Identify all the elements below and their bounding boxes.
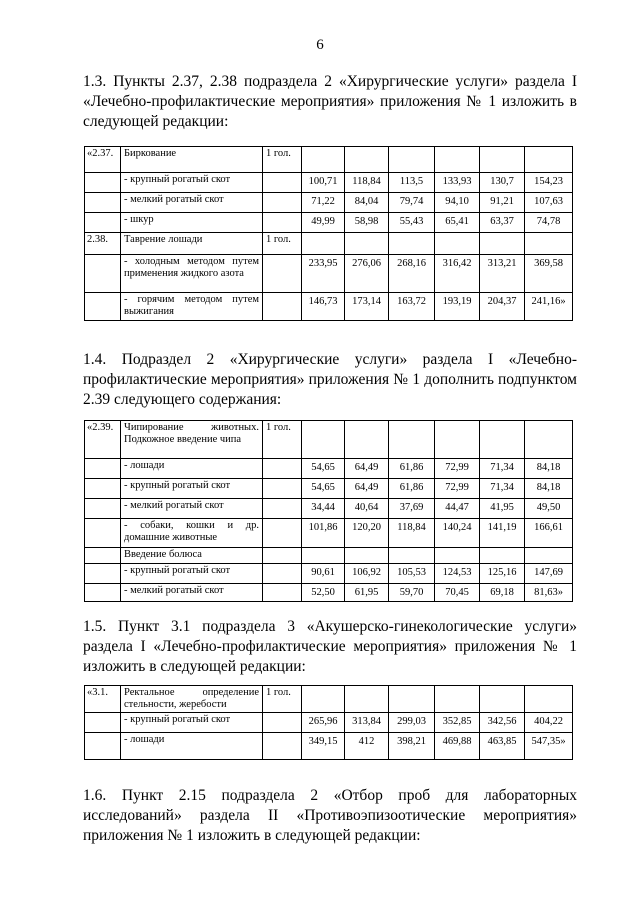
price-value: 61,86 — [389, 459, 435, 479]
price-value: 352,85 — [435, 713, 480, 733]
price-value — [435, 147, 480, 173]
item-unit — [263, 193, 302, 213]
price-value: 147,69 — [525, 564, 573, 584]
item-code — [85, 479, 121, 499]
price-value — [389, 686, 435, 713]
price-value: 125,16 — [480, 564, 525, 584]
item-unit: 1 гол. — [263, 233, 302, 255]
item-unit: 1 гол. — [263, 686, 302, 713]
item-name: - крупный рогатый скот — [121, 173, 263, 193]
price-value: 64,49 — [345, 459, 389, 479]
price-value: 37,69 — [389, 499, 435, 519]
section-1-5-paragraph: 1.5. Пункт 3.1 подраздела 3 «Акушерско-гинекологические услуги» раздела I «Лечебно-профилактические мероприятия» приложения № 1 изложить в следующей редакции: — [83, 618, 577, 675]
table-row — [85, 499, 573, 519]
item-unit: 1 гол. — [263, 147, 302, 173]
price-value: 41,95 — [480, 499, 525, 519]
price-value: 101,86 — [302, 519, 345, 548]
table-chipping — [84, 420, 573, 602]
item-code: «2.37. — [85, 147, 121, 173]
price-value — [435, 686, 480, 713]
price-value: 71,34 — [480, 479, 525, 499]
price-value: 120,20 — [345, 519, 389, 548]
item-name: - мелкий рогатый скот — [121, 584, 263, 602]
item-name: - мелкий рогатый скот — [121, 193, 263, 213]
price-value: 349,15 — [302, 733, 345, 760]
price-value: 71,22 — [302, 193, 345, 213]
item-name: Ректальное определение стельности, жеребости — [121, 686, 263, 713]
table-row — [85, 564, 573, 584]
price-value: 54,65 — [302, 479, 345, 499]
item-code — [85, 255, 121, 293]
price-value — [480, 421, 525, 459]
table-row — [85, 459, 573, 479]
table-row — [85, 233, 573, 255]
item-unit — [263, 255, 302, 293]
item-code — [85, 173, 121, 193]
item-code — [85, 584, 121, 602]
price-value — [525, 421, 573, 459]
item-name: - горячим методом путем выжигания — [121, 293, 263, 321]
item-unit — [263, 293, 302, 321]
price-value: 59,70 — [389, 584, 435, 602]
section-1-6-paragraph: 1.6. Пункт 2.15 подраздела 2 «Отбор проб для лабораторных исследований» раздела II «Противоэпизоотические мероприятия» приложения № 1 изложить в следующей редакции: — [83, 787, 577, 844]
price-value: 113,5 — [389, 173, 435, 193]
price-value: 241,16» — [525, 293, 573, 321]
section-1-3-paragraph: 1.3. Пункты 2.37, 2.38 подраздела 2 «Хирургические услуги» раздела I «Лечебно-профилактические мероприятия» приложения № 1 изложить в следующей редакции: — [83, 73, 577, 130]
item-unit — [263, 548, 302, 564]
item-unit — [263, 519, 302, 548]
price-value: 52,50 — [302, 584, 345, 602]
price-value — [302, 686, 345, 713]
item-unit — [263, 499, 302, 519]
table-row — [85, 147, 573, 173]
price-value: 84,04 — [345, 193, 389, 213]
price-value: 124,53 — [435, 564, 480, 584]
price-value: 91,21 — [480, 193, 525, 213]
price-value: 44,47 — [435, 499, 480, 519]
price-value: 105,53 — [389, 564, 435, 584]
table-row — [85, 479, 573, 499]
price-value: 299,03 — [389, 713, 435, 733]
price-value: 84,18 — [525, 479, 573, 499]
item-unit — [263, 564, 302, 584]
price-value: 70,45 — [435, 584, 480, 602]
item-name: Биркование — [121, 147, 263, 173]
price-value — [389, 421, 435, 459]
price-value — [480, 686, 525, 713]
price-value: 140,24 — [435, 519, 480, 548]
price-value: 268,16 — [389, 255, 435, 293]
price-value — [525, 548, 573, 564]
price-value — [389, 147, 435, 173]
price-value — [525, 233, 573, 255]
price-value: 141,19 — [480, 519, 525, 548]
price-value: 133,93 — [435, 173, 480, 193]
price-value — [345, 421, 389, 459]
price-value: 55,43 — [389, 213, 435, 233]
price-value: 412 — [345, 733, 389, 760]
price-value: 49,50 — [525, 499, 573, 519]
price-value: 404,22 — [525, 713, 573, 733]
table-row — [85, 584, 573, 602]
item-unit — [263, 584, 302, 602]
price-value: 63,37 — [480, 213, 525, 233]
item-unit: 1 гол. — [263, 421, 302, 459]
table-tagging-branding — [84, 146, 573, 321]
table-row — [85, 548, 573, 564]
item-code — [85, 548, 121, 564]
item-code — [85, 519, 121, 548]
item-code: «3.1. — [85, 686, 121, 713]
price-value: 34,44 — [302, 499, 345, 519]
price-value: 313,21 — [480, 255, 525, 293]
price-value — [302, 147, 345, 173]
item-name: - шкур — [121, 213, 263, 233]
item-unit — [263, 459, 302, 479]
price-value — [435, 421, 480, 459]
price-value: 100,71 — [302, 173, 345, 193]
item-code — [85, 193, 121, 213]
price-value: 369,58 — [525, 255, 573, 293]
item-name: Введение болюса — [121, 548, 263, 564]
item-unit — [263, 213, 302, 233]
price-value: 79,74 — [389, 193, 435, 213]
price-value — [389, 233, 435, 255]
price-value: 173,14 — [345, 293, 389, 321]
item-name: - лошади — [121, 459, 263, 479]
item-name: - собаки, кошки и др. домашние животные — [121, 519, 263, 548]
price-value — [345, 147, 389, 173]
item-code — [85, 733, 121, 760]
price-value: 71,34 — [480, 459, 525, 479]
price-value — [435, 548, 480, 564]
item-unit — [263, 733, 302, 760]
price-value: 163,72 — [389, 293, 435, 321]
table-row — [85, 733, 573, 760]
table-rectal-examination — [84, 685, 573, 760]
item-unit — [263, 479, 302, 499]
price-value: 342,56 — [480, 713, 525, 733]
price-value: 61,86 — [389, 479, 435, 499]
item-code — [85, 293, 121, 321]
price-value: 107,63 — [525, 193, 573, 213]
table-row — [85, 519, 573, 548]
table-row — [85, 213, 573, 233]
price-value: 72,99 — [435, 479, 480, 499]
price-value: 463,85 — [480, 733, 525, 760]
price-value: 40,64 — [345, 499, 389, 519]
price-value — [302, 548, 345, 564]
item-name: Таврение лошади — [121, 233, 263, 255]
price-value: 313,84 — [345, 713, 389, 733]
item-name: - лошади — [121, 733, 263, 760]
price-value: 146,73 — [302, 293, 345, 321]
item-name: - крупный рогатый скот — [121, 713, 263, 733]
price-value: 193,19 — [435, 293, 480, 321]
price-value: 72,99 — [435, 459, 480, 479]
price-value: 154,23 — [525, 173, 573, 193]
price-value: 84,18 — [525, 459, 573, 479]
price-value — [480, 548, 525, 564]
price-value: 81,63» — [525, 584, 573, 602]
price-value: 106,92 — [345, 564, 389, 584]
price-value: 64,49 — [345, 479, 389, 499]
price-value: 166,61 — [525, 519, 573, 548]
price-value: 65,41 — [435, 213, 480, 233]
price-value: 547,35» — [525, 733, 573, 760]
price-value: 265,96 — [302, 713, 345, 733]
item-name: Чипирование животных. Подкожное введение чипа — [121, 421, 263, 459]
table-row — [85, 255, 573, 293]
section-1-4-paragraph: 1.4. Подраздел 2 «Хирургические услуги» раздела I «Лечебно-профилактические мероприятия» приложения № 1 дополнить подпунктом 2.39 следующего содержания: — [83, 351, 577, 408]
item-code — [85, 564, 121, 584]
item-unit — [263, 173, 302, 193]
price-value: 74,78 — [525, 213, 573, 233]
price-value — [345, 686, 389, 713]
item-code — [85, 459, 121, 479]
price-value: 316,42 — [435, 255, 480, 293]
price-value — [302, 421, 345, 459]
item-name: - мелкий рогатый скот — [121, 499, 263, 519]
item-code — [85, 499, 121, 519]
price-value — [302, 233, 345, 255]
price-value: 130,7 — [480, 173, 525, 193]
table-row — [85, 293, 573, 321]
table-row — [85, 421, 573, 459]
price-value: 233,95 — [302, 255, 345, 293]
price-value: 276,06 — [345, 255, 389, 293]
price-value: 469,88 — [435, 733, 480, 760]
price-value: 94,10 — [435, 193, 480, 213]
price-value: 61,95 — [345, 584, 389, 602]
table-row — [85, 173, 573, 193]
item-unit — [263, 713, 302, 733]
item-code — [85, 713, 121, 733]
price-value — [389, 548, 435, 564]
table-row — [85, 686, 573, 713]
price-value: 49,99 — [302, 213, 345, 233]
page-number: 6 — [316, 37, 324, 53]
price-value: 54,65 — [302, 459, 345, 479]
price-value — [345, 548, 389, 564]
item-name: - крупный рогатый скот — [121, 564, 263, 584]
item-code — [85, 213, 121, 233]
price-value — [480, 147, 525, 173]
price-value — [345, 233, 389, 255]
price-value: 118,84 — [345, 173, 389, 193]
price-value — [435, 233, 480, 255]
price-value: 398,21 — [389, 733, 435, 760]
item-code: «2.39. — [85, 421, 121, 459]
item-name: - холодным методом путем применения жидкого азота — [121, 255, 263, 293]
price-value: 90,61 — [302, 564, 345, 584]
price-value: 118,84 — [389, 519, 435, 548]
table-row — [85, 193, 573, 213]
price-value: 204,37 — [480, 293, 525, 321]
price-value: 69,18 — [480, 584, 525, 602]
item-name: - крупный рогатый скот — [121, 479, 263, 499]
price-value — [525, 147, 573, 173]
item-code: 2.38. — [85, 233, 121, 255]
price-value — [480, 233, 525, 255]
price-value: 58,98 — [345, 213, 389, 233]
table-row — [85, 713, 573, 733]
price-value — [525, 686, 573, 713]
